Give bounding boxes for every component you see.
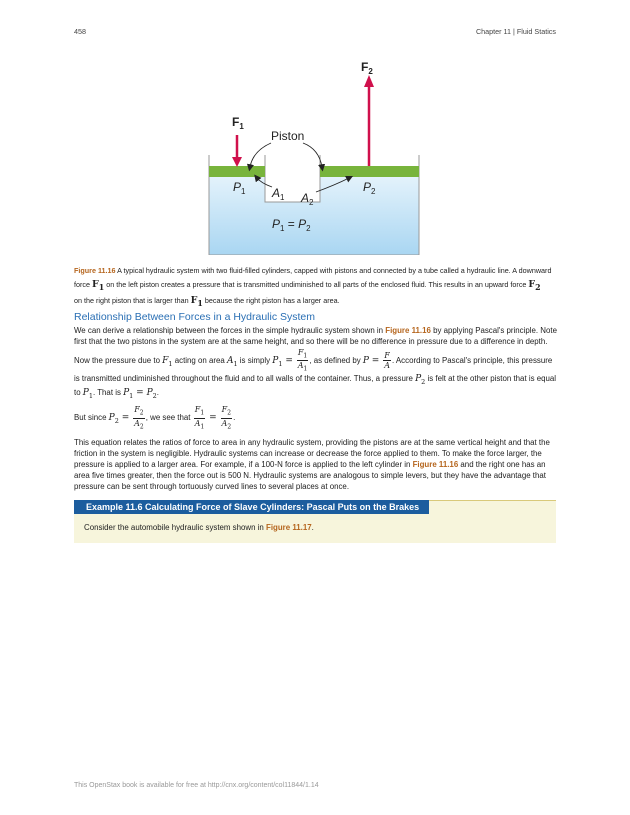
example-box — [74, 500, 556, 543]
paragraph-ratios: This equation relates the ratios of force to area in any hydraulic system, providing the pistons are at the same vertical height and that the friction in the system is negligible. Hydraulic systems can increase or decrease the force applied to them. To make the force larger, the pressure is applied to a larger area. For example, if a 100-N force is applied to the left cylinder in Figure 11.16 and the right one has an area five times greater, then the force out is 500 N. Hydraulic systems are analogous to simple levers, but they have the advantage that pressure can be sent through tortuously curved lines to several places at once. — [74, 438, 550, 491]
label-p1: $P_1$ — [233, 180, 246, 196]
paragraph-but-since: But since $P_2$ = $\frac{F_2}{A_2}$ , we see that $\frac{F_1}{A_1}$ = $\frac{F_2}{A_2}$ . — [74, 405, 236, 431]
figure-11-17-link[interactable]: Figure 11.17 — [266, 523, 312, 532]
force-f2-arrow-head — [364, 75, 374, 87]
footer-availability-note: This OpenStax book is available for free at http://cnx.org/content/col11844/1.14 — [74, 782, 319, 789]
left-piston — [209, 166, 265, 177]
figure-11-16-link[interactable]: Figure 11.16 — [385, 326, 431, 335]
example-body: Consider the automobile hydraulic system shown in Figure 11.17. — [84, 523, 314, 532]
section-title: Relationship Between Forces in a Hydraulic System — [74, 311, 316, 323]
fraction-f-a: $\frac{F}{A}$ — [384, 351, 390, 371]
label-f1: $F_1$ — [232, 115, 244, 131]
right-piston — [320, 166, 419, 177]
piston-pointer-right — [303, 143, 322, 167]
figure-11-16-link-2[interactable]: Figure 11.16 — [412, 459, 459, 469]
figure-caption: Figure 11.16 A typical hydraulic system with two fluid-filled cylinders, capped with pistons and connected by a tube called a hydraulic line. A downward force $F_1$ on the left piston creates a pressure that is transmitted undiminished to all parts of the enclosed fluid. This results in an upward force $F_2$ on the right piston that is larger than $F_1$ because the right piston has a larger area. — [74, 266, 552, 308]
piston-pointer-left — [250, 143, 271, 167]
label-f2: $F_2$ — [361, 60, 373, 76]
label-pressure-equation: $P_1 = P_2$ — [272, 217, 311, 233]
label-piston: Piston — [271, 129, 305, 143]
fraction-f2-a2: $\frac{F_2}{A_2}$ — [134, 405, 144, 431]
page-number: 458 — [74, 27, 86, 36]
label-a1: $A_1$ — [272, 186, 285, 202]
figure-label: Figure 11.16 — [74, 266, 116, 275]
force-f1-arrow-head — [232, 157, 242, 167]
label-p2: $P_2$ — [363, 180, 376, 196]
hydraulic-system-figure — [195, 55, 435, 255]
fraction-f1-a1-result: $\frac{F_1}{A_1}$ — [194, 405, 205, 431]
label-a2: $A_2$ — [301, 191, 314, 207]
paragraph-derivation: We can derive a relationship between the forces in the simple hydraulic system shown in Figure 11.16 by applying Pascal's principle. Note first that the two pistons in the system are at the same height, and so there will be no difference in pressure due to a difference in depth. Now the pressure due to $F_1$ acting on area $A_1$ is simply $P_1$ = $\frac{F_1}{A_1}$ , as defined by P = $\frac{F}{A}$ . According to Pascal's principle, this pressure is transmitted undiminished throughout the fluid and to all walls of the container. Thus, a pressure $P_2$ is felt at the other piston that is equal to $P_1$. That is $P_1 = P_2$. — [74, 326, 557, 400]
fraction-f2-a2-result: $\frac{F_2}{A_2}$ — [221, 405, 232, 431]
fraction-f1-a1: $\frac{F_1}{A_1}$ — [297, 347, 308, 373]
chapter-header: Chapter 11 | Fluid Statics — [475, 27, 556, 36]
example-title: Example 11.6 Calculating Force of Slave Cylinders: Pascal Puts on the Brakes — [74, 500, 429, 514]
